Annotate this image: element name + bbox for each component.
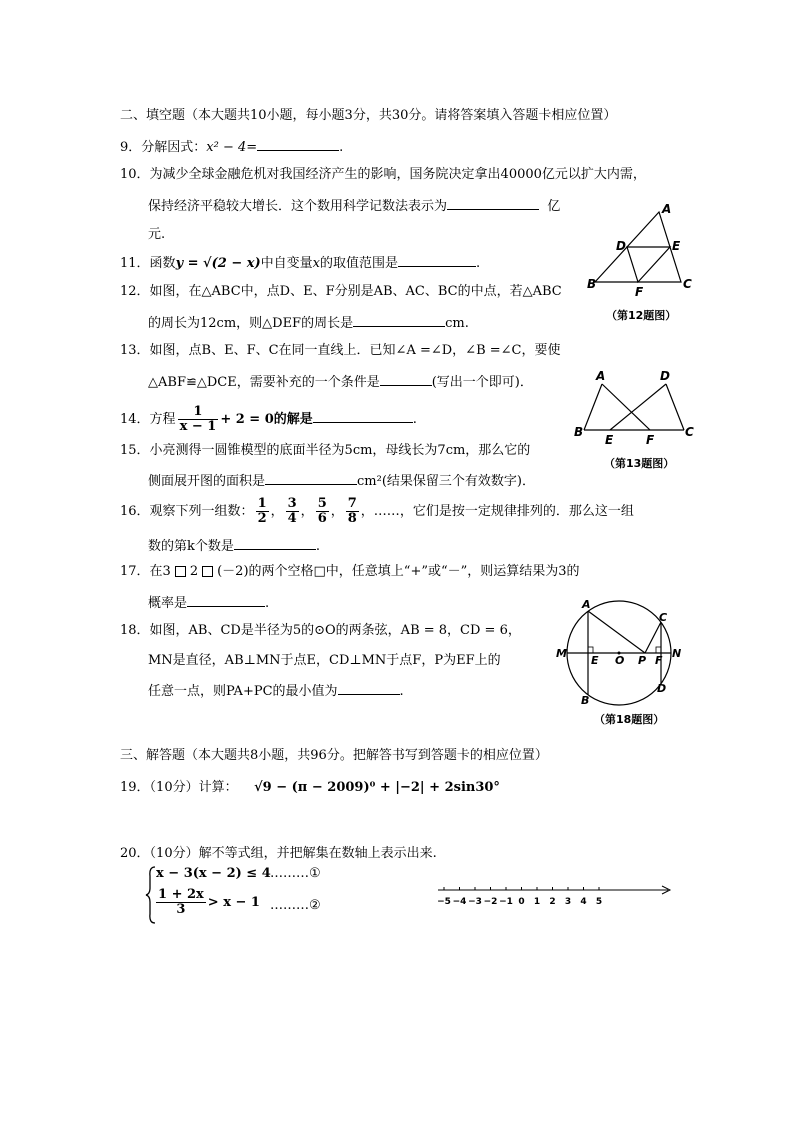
q15-line1: 小亮测得一圆锥模型的底面半径为5cm，母线长为7cm，那么它的: [149, 443, 531, 458]
inequality-2-fraction: [156, 888, 206, 917]
q15-line2a: 侧面展开图的面积是: [148, 474, 266, 489]
q17-end: .: [265, 596, 270, 611]
number-line-tick-label: 2: [549, 897, 556, 907]
question-15: [120, 443, 530, 459]
q16-f2-n: 3: [287, 496, 297, 511]
q13-answer-blank[interactable]: [380, 373, 432, 386]
q16-end: .: [315, 539, 321, 554]
q11-answer-blank[interactable]: [398, 254, 476, 267]
fig12-label-e: E: [672, 239, 681, 253]
q14-post: + 2 = 0的解是: [220, 412, 313, 427]
q15-line2b: cm²(结果保留三个有效数字)．: [357, 474, 535, 489]
q13-line1: 如图，点B、E、F、C在同一直线上．已知∠A =∠D，∠B =∠C，要使: [149, 343, 561, 358]
q17-box-1[interactable]: [175, 566, 186, 577]
question-14: [120, 402, 417, 438]
fig18-caption: （第18题图）: [594, 713, 665, 726]
fig13-line-cd: [666, 384, 684, 430]
q14-fraction: [178, 405, 219, 434]
number-line-tick-label: −1: [499, 897, 513, 907]
number-line: [436, 878, 676, 908]
fig18-label-p: P: [638, 654, 647, 667]
question-12: [120, 284, 562, 300]
question-19: [120, 780, 500, 796]
q18-line3a: 任意一点，则PA+PC的最小值为: [148, 684, 338, 699]
q16-f4-n: 7: [347, 496, 357, 511]
q12-line2a: 的周长为12cm，则△DEF的周长是: [148, 316, 354, 331]
q17-c: (－2)的两个空格□中，任意填上“+”或“－”，则运算结果为3的: [217, 564, 580, 579]
number-line-tick-label: −2: [483, 897, 498, 907]
q10-unit-a: 亿: [547, 199, 561, 214]
q17-a: 在3: [149, 564, 171, 579]
fig12-label-d: D: [616, 239, 626, 253]
fig12-label-a: A: [662, 202, 672, 216]
inequality-2-rest: > x − 1: [207, 895, 260, 910]
q18-number: 18．: [120, 623, 150, 638]
q17-number: 17．: [120, 564, 150, 579]
fig13-label-a: A: [596, 369, 606, 383]
fig13-label-e: E: [605, 433, 614, 447]
q18-line2: MN是直径，AB⊥MN于点E，CD⊥MN于点F，P为EF上的: [148, 653, 501, 668]
q18-answer-blank[interactable]: [338, 682, 400, 695]
inequality-2-row: [156, 886, 260, 920]
q20-number: 20．: [120, 846, 150, 861]
number-line-tick-label: −5: [437, 897, 451, 907]
q11-pre: 函数: [149, 256, 176, 271]
q20-text: （10分）解不等式组，并把解集在数轴上表示出来.: [149, 846, 437, 861]
q14-pre: 方程: [149, 412, 176, 427]
question-13: [120, 343, 561, 359]
q10-unit-b: 元.: [148, 227, 166, 242]
q12-line1: 如图，在△ABC中，点D、E、F分别是AB、AC、BC的中点，若△ABC: [149, 284, 562, 299]
q17-b: 2: [189, 564, 199, 579]
q16-f1-d: 2: [257, 511, 267, 526]
fig18-label-e: E: [591, 654, 599, 667]
q16-fraction-2: [286, 497, 299, 526]
number-line-tick-label: 0: [518, 897, 525, 907]
fig18-label-n: N: [672, 647, 682, 660]
inequality-2-den: 3: [176, 902, 186, 917]
q19-expression: √9 − (π − 2009)⁰ + |−2| + 2sin30°: [254, 780, 500, 795]
question-18: [120, 623, 521, 639]
q16-number: 16．: [120, 504, 150, 519]
q12-line2-row: [148, 314, 469, 332]
fig13-line-ba: [584, 384, 602, 430]
fig18-label-c: C: [659, 611, 668, 624]
fig18-label-d: D: [657, 682, 667, 695]
question-9: [120, 138, 343, 156]
q9-number: 9．: [120, 140, 142, 155]
fig18-right-angle-f: [656, 647, 661, 653]
q9-text: 分解因式：: [141, 140, 207, 155]
number-line-tick-label: 3: [564, 897, 572, 907]
q16-ellipsis: ，……: [360, 504, 400, 519]
q16-f1-n: 1: [257, 496, 267, 511]
fig13-line-af: [602, 384, 650, 430]
fig18-label-b: B: [581, 694, 590, 707]
q10-line2-row: [148, 197, 560, 215]
number-line-tick-label: −3: [468, 897, 482, 907]
number-line-tick-label: 4: [580, 897, 587, 907]
fig18-label-o: O: [615, 654, 625, 667]
fig13-label-b: B: [574, 425, 584, 439]
q16-fraction-1: [256, 497, 269, 526]
q12-number: 12．: [120, 284, 150, 299]
fig18-label-a: A: [582, 598, 591, 611]
q14-frac-den: x − 1: [179, 419, 217, 434]
q16-fraction-4: [346, 497, 359, 526]
q17-answer-blank[interactable]: [187, 594, 265, 607]
fig18-center-dot: [618, 652, 621, 655]
q18-end: .: [399, 684, 404, 699]
q16-f3-d: 6: [317, 511, 327, 526]
question-16: 16．观察下列一组数： $\frac{1}{2}$ ， $\frac{3}{4}$ ， $\frac{5}{6}$ ， $\frac{7}{8}$ ，……，它们是按一定规律排列的．那么这一组: [120, 496, 634, 526]
inequality-2-mark: ………②: [270, 898, 321, 913]
q15-answer-blank[interactable]: [265, 472, 357, 485]
q11-post: 中自变量: [260, 256, 313, 271]
q16-f2-d: 4: [287, 511, 297, 526]
q19-number: 19．: [120, 780, 150, 795]
question-17: [120, 564, 580, 580]
q13-number: 13．: [120, 343, 150, 358]
q16-line2a: 数的第k个数是: [148, 539, 234, 554]
q16-post: ，它们是按一定规律排列的．那么这一组: [399, 504, 634, 519]
q12-line2b: cm.: [445, 316, 469, 331]
q9-answer-blank[interactable]: [257, 138, 339, 151]
q10-line2: 保持经济平稳较大增长．这个数用科学记数法表示为: [148, 199, 448, 214]
inequality-1: x − 3(x − 2) ≤ 4: [156, 866, 271, 881]
q18-line1: 如图，AB、CD是半径为5的⊙O的两条弦，AB = 8，CD = 6，: [149, 623, 521, 638]
q11-number: 11．: [120, 256, 150, 271]
q13-line2b: (写出一个即可)．: [431, 375, 533, 390]
fig12-triangle-def: [627, 247, 670, 282]
q12-answer-blank[interactable]: [353, 314, 445, 327]
q19-score: （10分）计算：: [149, 780, 238, 795]
fig13-caption: （第13题图）: [604, 457, 675, 470]
q15-number: 15．: [120, 443, 150, 458]
q13-line2-row: [148, 373, 533, 391]
q14-frac-num: 1: [178, 405, 219, 420]
fig13-line-de: [610, 384, 666, 430]
fig13-label-f: F: [646, 433, 655, 447]
number-line-tick-label: 5: [595, 897, 603, 907]
q14-number: 14．: [120, 412, 150, 427]
figure-12: [585, 200, 695, 300]
fig18-label-f: F: [655, 654, 663, 667]
question-11: [120, 254, 480, 272]
q16-answer-blank[interactable]: [234, 537, 316, 550]
section-3-title: 三、解答题（本大题共8小题，共96分。把解答书写到答题卡的相应位置）: [120, 748, 548, 763]
inequality-1-row: [156, 866, 271, 882]
q16-pre: 观察下列一组数：: [149, 504, 254, 519]
figure-13: [572, 368, 692, 448]
brace-icon: [146, 866, 156, 924]
q10-line1: 为减少全球金融危机对我国经济产生的影响，国务院决定拿出40000亿元以扩大内需，: [149, 167, 646, 182]
fig12-caption: （第12题图）: [606, 309, 677, 322]
q10-answer-blank[interactable]: [447, 197, 539, 210]
q16-line2-row: [148, 537, 320, 555]
fig12-label-c: C: [683, 277, 692, 291]
q9-expression: x² − 4=: [206, 140, 258, 155]
inequality-system: [146, 864, 376, 922]
inequality-2-num: 1 + 2x: [158, 887, 204, 902]
q15-line2-row: [148, 472, 535, 490]
q11-formula: y = √(2 − x): [175, 256, 261, 271]
q11-var: x: [312, 256, 321, 271]
q10-number: 10．: [120, 167, 150, 182]
fig18-line-pc: [645, 622, 661, 653]
question-10: [120, 167, 646, 183]
fig13-label-c: C: [685, 425, 694, 439]
q9-end: .: [339, 140, 344, 155]
section-2-title: 二、填空题（本大题共10小题，每小题3分，共30分。请将答案填入答题卡相应位置）: [120, 108, 617, 123]
q16-fraction-3: [316, 497, 329, 526]
fig13-label-d: D: [660, 369, 670, 383]
fig18-right-angle-e: [588, 647, 593, 653]
q17-line2: 概率是: [148, 596, 188, 611]
q16-f3-n: 5: [317, 496, 327, 511]
figure-18: [555, 598, 685, 708]
fig18-label-m: M: [556, 647, 567, 660]
inequality-1-mark: ………①: [270, 866, 321, 881]
fig12-label-f: F: [635, 285, 644, 299]
q16-f4-d: 8: [347, 511, 357, 526]
q17-line2-row: [148, 594, 269, 612]
q17-box-2[interactable]: [202, 566, 213, 577]
fig12-label-b: B: [587, 277, 597, 291]
q18-line3-row: [148, 682, 404, 700]
q11-end: .: [476, 256, 481, 271]
q14-answer-blank[interactable]: [313, 410, 413, 423]
q14-end: .: [412, 412, 417, 427]
number-line-tick-label: −4: [452, 897, 467, 907]
number-line-tick-label: 1: [533, 897, 541, 907]
fig18-line-pa: [588, 611, 645, 653]
question-20: [120, 846, 437, 862]
q13-line2a: △ABF≌△DCE，需要补充的一个条件是: [148, 375, 380, 390]
q11-post2: 的取值范围是: [320, 256, 399, 271]
